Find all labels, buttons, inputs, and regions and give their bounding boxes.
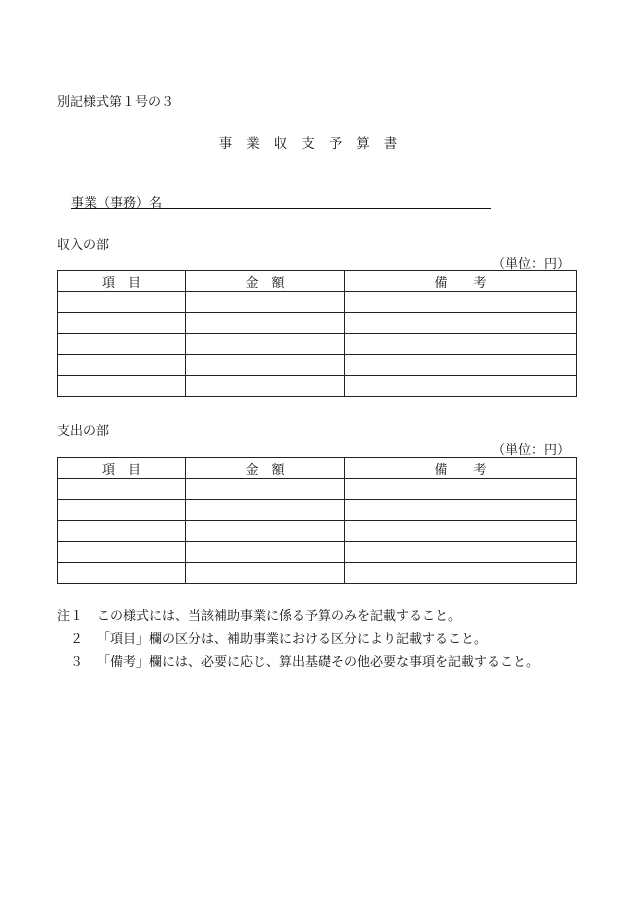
header-item: 項 目 [58,458,186,479]
cell-remarks[interactable] [345,542,577,563]
cell-amount[interactable] [186,355,345,376]
note-text: この様式には、当該補助事業に係る予算のみを記載すること。 [97,609,462,624]
note-number: ３ [69,655,83,670]
table-row [58,292,577,313]
cell-remarks[interactable] [345,563,577,584]
notes [57,605,539,674]
header-remarks: 備 考 [345,271,577,292]
income-section-label: 収入の部 [57,238,110,253]
header-remarks: 備 考 [345,458,577,479]
expense-table [57,457,577,584]
cell-item[interactable] [58,334,186,355]
note-text: 「備考」欄には、必要に応じ、算出基礎その他必要な事項を記載すること。 [97,655,540,670]
note-number: 注１ [57,609,84,624]
expense-section-label: 支出の部 [57,424,110,439]
cell-remarks[interactable] [345,479,577,500]
note-text: 「項目」欄の区分は、補助事業における区分により記載すること。 [97,632,488,647]
cell-item[interactable] [58,521,186,542]
expense-unit-label: （単位：円） [491,443,570,458]
cell-item[interactable] [58,479,186,500]
document-title: 事業収支予算書 [218,136,412,152]
note-item [57,651,539,674]
cell-remarks[interactable] [345,313,577,334]
business-name-field[interactable] [71,192,491,209]
table-row [58,500,577,521]
table-row [58,563,577,584]
cell-item[interactable] [58,313,186,334]
table-row [58,334,577,355]
cell-amount[interactable] [186,313,345,334]
cell-amount[interactable] [186,376,345,397]
table-row [58,521,577,542]
income-unit-label: （単位：円） [491,257,570,272]
cell-amount[interactable] [186,563,345,584]
cell-amount[interactable] [186,479,345,500]
table-row [58,313,577,334]
cell-amount[interactable] [186,521,345,542]
cell-item[interactable] [58,376,186,397]
cell-remarks[interactable] [345,376,577,397]
business-name-label: 事業（事務）名 [71,196,163,211]
header-amount: 金 額 [186,458,345,479]
cell-remarks[interactable] [345,500,577,521]
cell-item[interactable] [58,355,186,376]
header-item: 項 目 [58,271,186,292]
cell-amount[interactable] [186,542,345,563]
table-header-row [58,271,577,292]
note-item [57,605,539,628]
income-table [57,270,577,397]
cell-remarks[interactable] [345,334,577,355]
cell-remarks[interactable] [345,292,577,313]
cell-item[interactable] [58,292,186,313]
table-row [58,355,577,376]
cell-amount[interactable] [186,500,345,521]
cell-amount[interactable] [186,292,345,313]
cell-remarks[interactable] [345,355,577,376]
cell-amount[interactable] [186,334,345,355]
cell-item[interactable] [58,542,186,563]
form-number: 別記様式第１号の３ [57,95,175,110]
cell-remarks[interactable] [345,521,577,542]
note-number: ２ [69,632,83,647]
note-item [57,628,539,651]
table-row [58,479,577,500]
header-amount: 金 額 [186,271,345,292]
table-row [58,542,577,563]
cell-item[interactable] [58,500,186,521]
table-header-row [58,458,577,479]
table-row [58,376,577,397]
cell-item[interactable] [58,563,186,584]
